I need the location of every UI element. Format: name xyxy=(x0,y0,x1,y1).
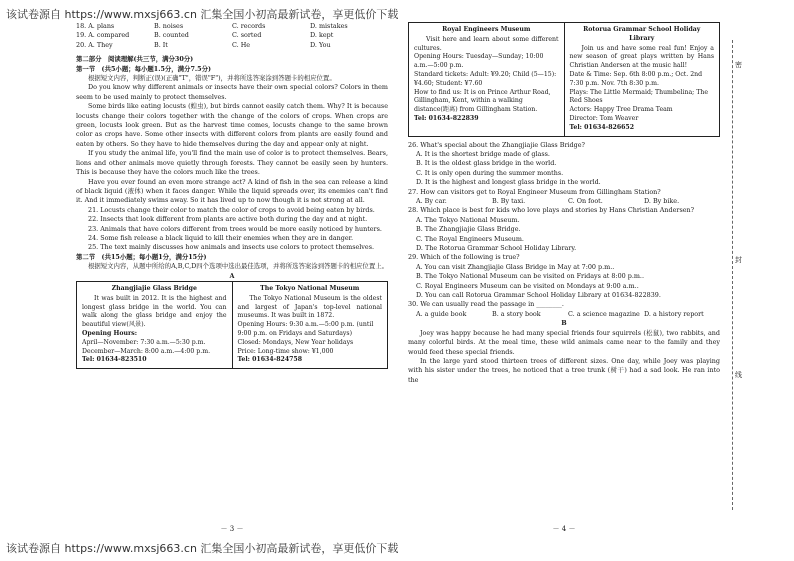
box-title: Royal Engineers Museum xyxy=(442,26,531,33)
seal-char: 线 xyxy=(735,371,742,379)
paragraph: Do you know why different animals or insects have their own special colors? Colors in them seem to be used mainly to protect themselves. xyxy=(76,83,388,101)
box-text: April—November: 7:30 a.m.—5:30 p.m. xyxy=(82,338,206,346)
passage-b-text xyxy=(408,329,720,385)
option-item: A. By car. xyxy=(416,197,447,205)
statement: 23. Animals that have colors different from trees would be more easily noticed by hunters. xyxy=(88,224,382,233)
paragraph: Joey was happy because he had many special friends four squirrels (松鼠), two rabbits, and many colorful birds. At the meal time, these wild animals came near to the family and they would feed these special friends. xyxy=(408,328,720,356)
box-text: Director: Tom Weaver xyxy=(569,114,639,122)
options-18-20 xyxy=(76,22,388,50)
page-right xyxy=(408,22,720,536)
paragraph: Have you ever found an even more strange act? A kind of fish in the sea can release a kind of black liquid (液体) when it faces danger. While the liquid spreads over, its enemies can't find it. And it immediately swims away. So it has lived up to now though it is not strong at all. xyxy=(76,177,388,205)
box-tel: Tel: 01634-822839 xyxy=(414,114,479,122)
option-item: C. sorted xyxy=(232,31,262,40)
box-text: Join us and have some real fun! Enjoy a new season of great plays written by Hans Christian Andersen at the music hall! xyxy=(569,44,714,70)
box-text: Plays: The Little Mermaid; Thumbelina; The Red Shoes xyxy=(569,88,709,105)
option-item: D. It is the highest and longest glass bridge in the world. xyxy=(416,178,601,187)
option-row xyxy=(76,31,388,40)
page-number: － 3 － xyxy=(220,524,244,533)
seal-line xyxy=(732,40,751,510)
option-item: A. It is the shortest bridge made of glass. xyxy=(416,149,550,158)
option-item: C. The Royal Engineers Museum. xyxy=(416,234,524,243)
box-text: Closed: Mondays, New Year holidays xyxy=(237,338,354,346)
watermark-top: 该试卷源自 https://www.mxsj663.cn 汇集全国小初高最新试卷，享更低价下载 xyxy=(6,8,399,21)
option-item: C. records xyxy=(232,22,266,30)
option-item: A. You can visit Zhangjiajie Glass Bridge in May at 7:00 p.m.. xyxy=(416,262,615,271)
seal-char: 密 xyxy=(735,61,742,69)
option-item: 18. A. plans xyxy=(76,22,115,30)
question-stem: 26. What's special about the Zhangjiajie Glass Bridge? xyxy=(408,140,585,149)
option-item: B. counted xyxy=(154,31,189,40)
box-text: Opening Hours: Tuesday—Sunday; 10:00 a.m.—5:00 p.m. xyxy=(414,53,544,70)
box-title: The Tokyo National Museum xyxy=(260,284,360,292)
paragraph: In the large yard stood thirteen trees of different sizes. One day, while Joey was playing with his sister under the trees, he noticed that a tree trunk (树干) had a sad look. He ran into the xyxy=(408,356,720,384)
question-stem: 30. We can usually read the passage in ________. xyxy=(408,300,564,309)
option-row xyxy=(408,197,720,206)
option-item: B. The Tokyo National Museum can be visited on Fridays at 8:00 p.m.. xyxy=(416,272,644,281)
option-item: C. Royal Engineers Museum can be visited on Mondays at 9:00 a.m.. xyxy=(416,281,639,290)
seal-char: 封 xyxy=(735,256,742,264)
box-text: Price: Long-time show: ¥1,000 xyxy=(237,347,334,355)
passage-b-label: B xyxy=(561,319,567,328)
option-item: D. mistakes xyxy=(310,22,348,30)
option-item: 20. A. They xyxy=(76,40,113,49)
paragraph: Some birds like eating locusts (蝗虫), but birds cannot easily catch them. Why? It is because locusts change their colors together with the change of the colors of crops. When crops are green, locusts look green. But as the harvest time comes, locusts change to the same brown color as crops have. Some other insects with different colors from plants are easily found and eaten by others. So they have to hide themselves during the day and appear only at night. xyxy=(76,102,388,148)
box-text: The Tokyo National Museum is the oldest and largest of Japan's top-level national museums. It was built in 1872. xyxy=(237,294,382,320)
section1-instructions: 根据短文内容，判断正(误)(正确"T"，错误"F")，并将所选答案涂到答题卡的相应位置。 xyxy=(88,74,336,83)
statement: 24. Some fish release a black liquid to kill their enemies when they are in danger. xyxy=(88,233,353,242)
info-box-right xyxy=(408,22,720,137)
option-item: B. a story book xyxy=(492,309,541,318)
box-tel: Tel: 01634-826652 xyxy=(569,123,635,131)
box-text: Opening Hours: xyxy=(82,329,137,337)
option-row xyxy=(76,41,388,50)
option-item: C. a science magazine xyxy=(568,309,640,318)
statement: 22. Insects that look different from plants are active both during the day and at night. xyxy=(88,215,368,224)
part2-heading: 第二部分 阅读理解(共三节，满分30分) xyxy=(76,55,194,64)
paragraph: If you study the animal life, you'll find the main use of color is to protect themselves. Bears, lions and other animals move quietly through forests. They cannot be easily seen by hunters. This is because they have the colors much like the trees. xyxy=(76,149,388,177)
option-item: 19. A. compared xyxy=(76,31,130,40)
option-item: D. You can call Rotorua Grammar School Holiday Library at 01634-822839. xyxy=(416,291,661,300)
box-title: Zhangjiajie Glass Bridge xyxy=(111,284,197,292)
option-row xyxy=(76,22,388,31)
watermark-bottom: 该试卷源自 https://www.mxsj663.cn 汇集全国小初高最新试卷，享更低价下载 xyxy=(6,542,399,555)
option-item: B. noises xyxy=(154,22,184,30)
box-text: Standard tickets: Adult: ¥9.20; Child (5—15): ¥4.60; Student: ¥7.60 xyxy=(414,70,557,87)
option-item: B. It is the oldest glass bridge in the world. xyxy=(416,159,557,168)
passage-text xyxy=(76,83,388,205)
option-item: C. It is only open during the summer months. xyxy=(416,168,564,177)
box-text: December—March: 8:00 a.m.—4:00 p.m. xyxy=(82,347,211,355)
page-number: － 4 － xyxy=(552,524,576,533)
box-tel: Tel: 01634-823510 xyxy=(82,356,147,364)
statement: 25. The text mainly discusses how animals and insects use colors to protect themselves. xyxy=(88,243,374,252)
option-item: B. It xyxy=(154,40,168,49)
box-text: How to find us: It is on Prince Arthur Road, Gillingham, Kent, within a walking distance(距离) from Gillingham Station. xyxy=(414,88,551,114)
option-row xyxy=(408,310,720,319)
option-item: A. a guide book xyxy=(416,309,467,318)
statements xyxy=(76,206,388,253)
option-item: C. On foot. xyxy=(568,197,603,205)
question-stem: 28. Which place is best for kids who love plays and stories by Hans Christian Andersen? xyxy=(408,206,695,215)
questions-26-30 xyxy=(408,141,720,320)
option-item: B. The Zhangjiajie Glass Bridge. xyxy=(416,225,521,234)
option-item: D. The Rotorua Grammar School Holiday Library. xyxy=(416,244,577,253)
box-text: Opening Hours: 9:30 a.m.—5:00 p.m. (until 9:00 p.m. on Fridays and Saturdays) xyxy=(237,321,374,337)
section2-instructions: 根据短文内容，从题中所给的A,B,C,D四个选项中选出最佳选项，并将所选答案涂到答题卡的相应位置上。 xyxy=(88,262,388,271)
passage-a-label: A xyxy=(229,271,235,280)
option-item: D. kept xyxy=(310,31,334,40)
box-text: It was built in 2012. It is the highest and longest glass bridge in the world. You can walk along the glass bridge and enjoy the beautiful view(风景). xyxy=(82,294,227,329)
option-item: B. By taxi. xyxy=(492,197,526,205)
box-text: Actors: Happy Tree Drama Team xyxy=(569,106,673,114)
question-stem: 29. Which of the following is true? xyxy=(408,253,520,262)
box-tel: Tel: 01634-824758 xyxy=(237,356,303,364)
section2-heading: 第二节 (共15小题；每小题1分，满分15分) xyxy=(76,252,207,261)
option-item: C. He xyxy=(232,40,251,49)
statement: 21. Locusts change their color to match the color of crops to avoid being eaten by birds. xyxy=(88,205,375,214)
option-item: D. a history report xyxy=(644,309,704,318)
option-item: A. The Tokyo National Museum. xyxy=(416,215,520,224)
page-left xyxy=(76,22,388,536)
question-stem: 27. How can visitors get to Royal Engineer Museum from Gillingham Station? xyxy=(408,187,661,196)
option-item: D. You xyxy=(310,40,331,49)
option-item: D. By bike. xyxy=(644,197,680,205)
box-text: Visit here and learn about some different cultures. xyxy=(414,35,559,52)
box-text: Date & Time: Sep. 6th 8:00 p.m.; Oct. 2nd 7:30 p.m. Nov. 7th 8:30 p.m. xyxy=(569,70,703,87)
info-box-left xyxy=(76,281,388,369)
section1-heading: 第一节 (共5小题；每小题1.5分，满分7.5分) xyxy=(76,64,211,73)
box-title: Rotorua Grammar School Holiday Library xyxy=(583,26,701,42)
